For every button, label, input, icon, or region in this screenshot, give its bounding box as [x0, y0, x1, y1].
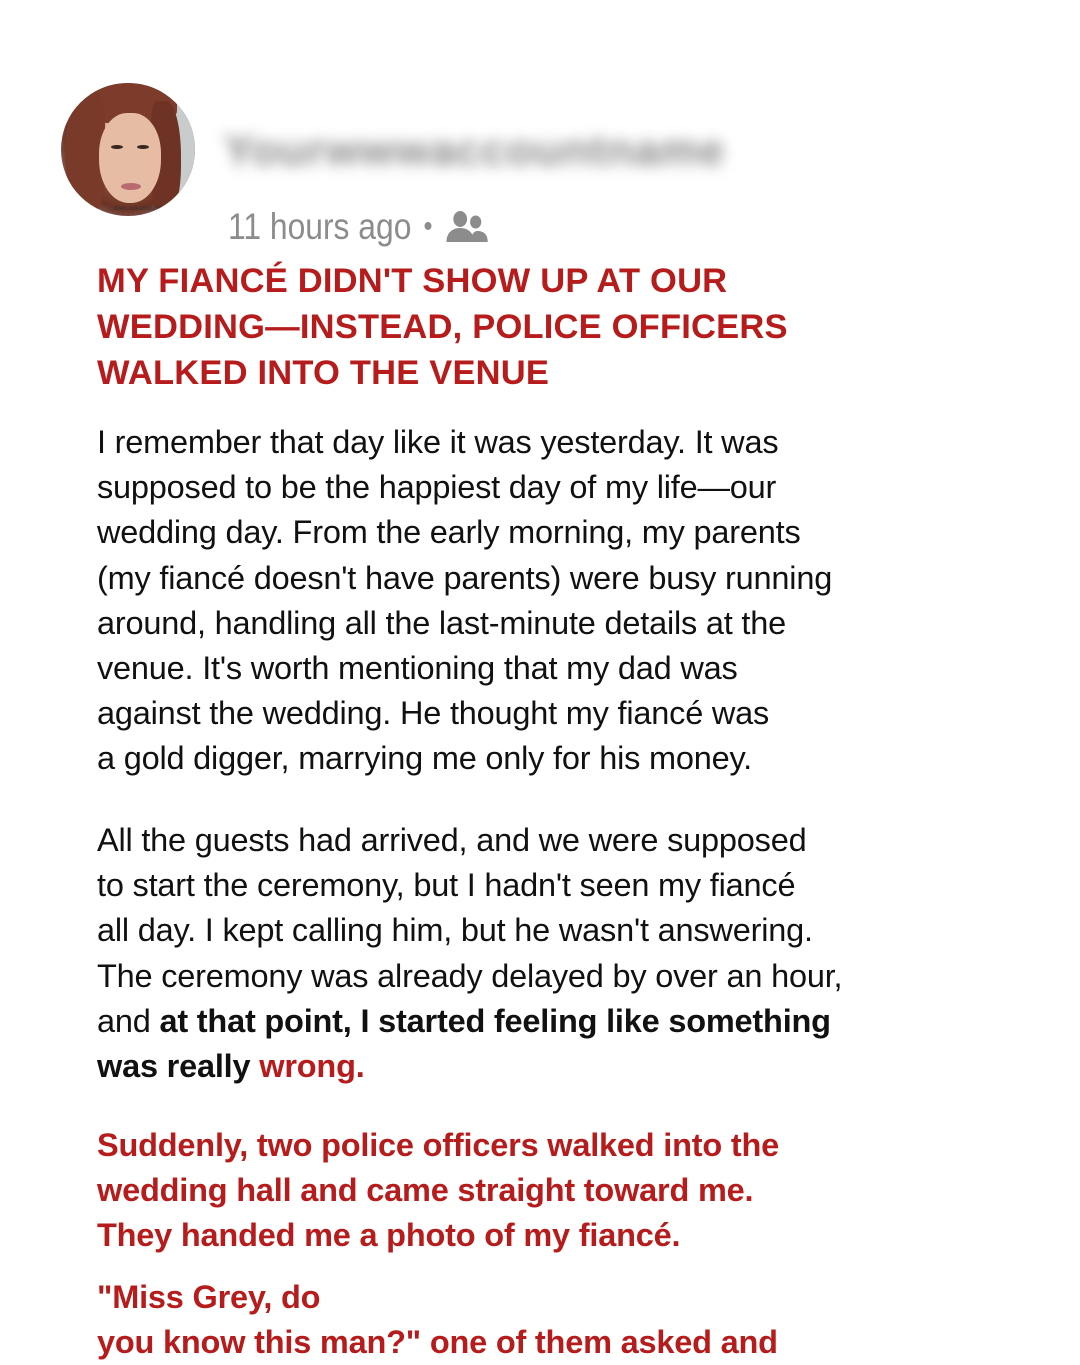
text-line: wedding day. From the early morning, my parents	[97, 514, 801, 551]
post-title	[97, 258, 997, 396]
author-name-blurred[interactable]: Yourwwwaccountname	[224, 126, 726, 175]
paragraph-2	[97, 818, 1037, 1089]
title-line: WEDDING—INSTEAD, POLICE OFFICERS	[97, 308, 788, 346]
text-line: all day. I kept calling him, but he wasn't answering.	[97, 912, 813, 949]
text-line: against the wedding. He thought my fiancé was	[97, 695, 770, 732]
text-line: wedding hall and came straight toward me.	[97, 1172, 754, 1209]
bold-text: was really	[97, 1048, 260, 1085]
timestamp[interactable]: 11 hours ago	[228, 206, 412, 247]
text-line: "Miss Grey, do	[97, 1279, 321, 1315]
text-line	[97, 1044, 1037, 1089]
paragraph-1	[97, 420, 1037, 782]
text-line: I remember that day like it was yesterday. It was	[97, 424, 779, 460]
avatar-lips	[121, 183, 141, 190]
text-line	[97, 999, 1037, 1044]
text-line: to start the ceremony, but I hadn't seen my fiancé	[97, 867, 796, 904]
text-line: a gold digger, marrying me only for his money.	[97, 740, 752, 777]
meta-separator: •	[423, 210, 433, 243]
text-line: venue. It's worth mentioning that my dad was	[97, 650, 738, 687]
text-line: The ceremony was already delayed by over an hour,	[97, 957, 843, 994]
avatar[interactable]	[61, 83, 195, 216]
normal-text: and	[97, 1002, 160, 1039]
text-line: around, handling all the last-minute details at the	[97, 604, 786, 641]
post-meta	[228, 206, 489, 248]
title-line: WALKED INTO THE VENUE	[97, 354, 550, 392]
text-line: (my fiancé doesn't have parents) were busy running	[97, 559, 833, 596]
paragraph-3-highlight	[97, 1123, 1037, 1259]
avatar-watermark: ...does-not-exist.com	[109, 206, 165, 212]
friends-icon[interactable]	[445, 210, 490, 244]
text-line: They handed me a photo of my fiancé.	[97, 1217, 681, 1254]
avatar-eye	[111, 145, 123, 149]
paragraph-4-highlight	[97, 1275, 1037, 1365]
text-line: All the guests had arrived, and we were supposed	[97, 822, 807, 858]
text-line: you know this man?" one of them asked and	[97, 1324, 778, 1361]
bold-text: at that point, I started feeling like something	[159, 1002, 831, 1039]
text-line: supposed to be the happiest day of my life—our	[97, 469, 777, 506]
avatar-eye	[137, 145, 149, 149]
text-line: Suddenly, two police officers walked into the	[97, 1127, 780, 1163]
title-line: MY FIANCÉ DIDN'T SHOW UP AT OUR	[97, 262, 728, 300]
red-emphasis-text: wrong.	[259, 1048, 365, 1085]
